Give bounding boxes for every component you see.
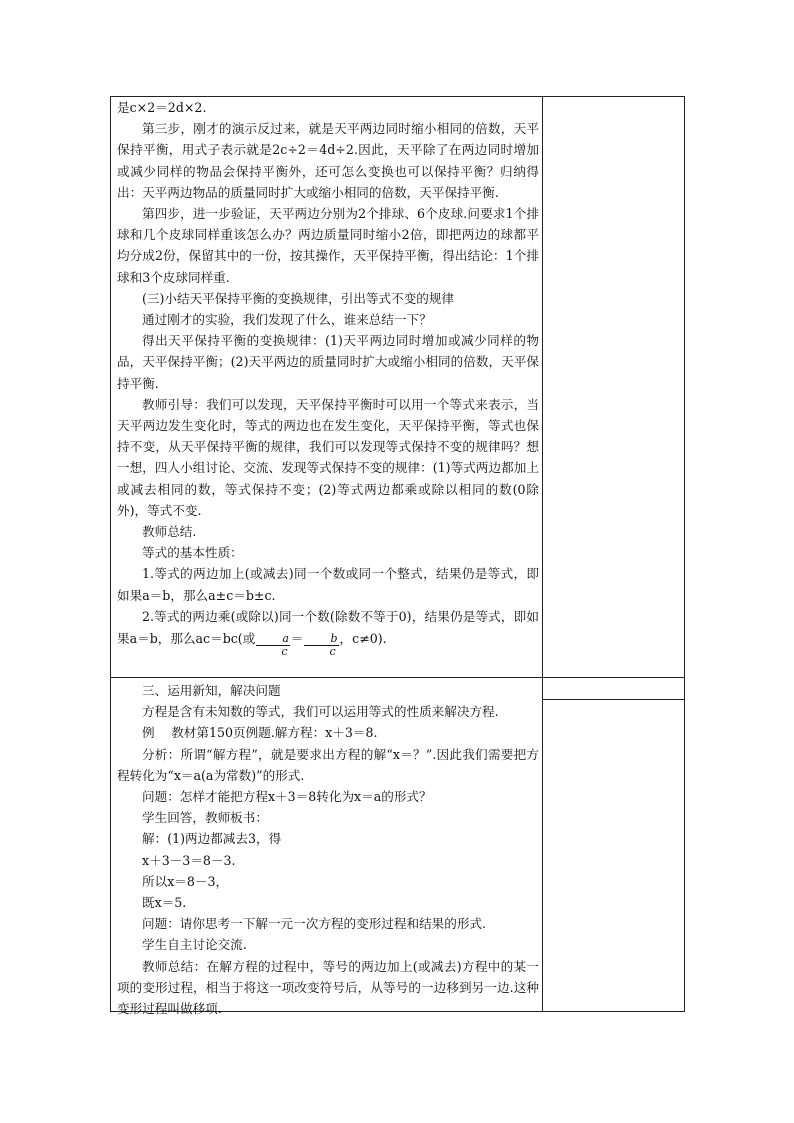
fraction (304, 633, 338, 658)
paragraph: 第四步，进一步验证，天平两边分别为2个排球、6个皮球.问要求1个排球和几个皮球同样重该怎么办？两边质量同时缩小2倍，即把两边的球都平均分成2份，保留其中的一份，按其操作，天平保持平衡，得出结论：1个排球和3个皮球同样重. (117, 206, 539, 285)
section-heading: 三、运用新知，解决问题 (142, 683, 281, 698)
right-cell-divider (542, 699, 684, 700)
paragraph: 问题：请你思考一下解一元一次方程的变形过程和结果的形式. (142, 916, 487, 932)
paragraph: 第三步，刚才的演示反过来，就是天平两边同时缩小相同的倍数，天平保持平衡，用式子表示就是2c÷2＝4d÷2.因此，天平除了在两边同时增加或减少同样的物品会保持平衡外，还可怎么变换也可以保持平衡？归纳得出：天平两边物品的质量同时扩大或缩小相同的倍数，天平保持平衡. (117, 121, 539, 200)
equals-sign: ＝ (290, 630, 304, 646)
equation: x＋3－3＝8－3. (142, 852, 236, 868)
paragraph (117, 606, 539, 658)
paragraph: 教师引导：我们可以发现，天平保持平衡时可以用一个等式来表示，当天平两边发生变化时，等式的两边也在发生变化，天平保持平衡，等式也保持不变，从天平保持平衡的规律，我们可以发现等式保持不变的规律吗？想一想，四人小组讨论、交流、发现等式保持不变的规律：(1)等式两边都加上或减去相同的数，等式保持不变；(2)等式两边都乘或除以相同的数(0除外)，等式不变. (117, 396, 539, 518)
content-cell-2 (117, 680, 539, 1019)
paragraph: 等式的基本性质： (142, 545, 243, 561)
paragraph: 教师总结：在解方程的过程中，等号的两边加上(或减去)方程中的某一项的变形过程，相当于将这一项改变符号后，从等号的一边移到另一边.这种变形过程叫做移项. (117, 958, 539, 1017)
paragraph: 1.等式的两边加上(或减去)同一个数或同一个整式，结果仍是等式，即如果a＝b，那么a±c＝b±c. (117, 566, 539, 603)
paragraph: 学生回答，教师板书： (142, 810, 268, 826)
fraction (256, 633, 290, 658)
fraction-denominator: c (329, 644, 336, 658)
paragraph: 解：(1)两边都减去3，得 (142, 831, 282, 847)
row-divider (111, 677, 684, 678)
paragraph: 是c×2＝2d×2. (117, 100, 207, 115)
fraction-denominator: c (281, 644, 288, 658)
fraction-numerator: b (304, 633, 338, 646)
paragraph: 得出天平保持平衡的变换规律：(1)天平两边同时增加或减少同样的物品，天平保持平衡；(2)天平两边的质量同时扩大或缩小相同的倍数，天平保持平衡. (117, 333, 539, 391)
paragraph: 方程是含有未知数的等式，我们可以运用等式的性质来解决方程. (142, 704, 499, 720)
column-divider (542, 97, 543, 1011)
paragraph: 分析：所谓“解方程”，就是要求出方程的解“x＝？”.因此我们需要把方程转化为“x＝a(a为常数)”的形式. (117, 746, 539, 783)
equation: 既x＝5. (142, 895, 187, 911)
equation: 所以x＝8－3， (142, 873, 229, 889)
text-run: 2.等式的两边乘(或除以)同一个数(除数不等于0)，结果仍是等式，即如果a＝b，那么ac＝bc(或 (117, 608, 539, 646)
paragraph: 问题：怎样才能把方程x＋3＝8转化为x＝a的形式？ (142, 789, 432, 805)
content-cell-1 (117, 97, 539, 658)
paragraph: 例 教材第150页例题.解方程：x＋3＝8. (142, 725, 378, 741)
paragraph: 教师总结. (142, 524, 197, 540)
text-run: ，c≠0). (339, 630, 387, 646)
lesson-table (110, 96, 685, 1017)
paragraph: 通过刚才的实验，我们发现了什么，谁来总结一下？ (142, 312, 432, 328)
fraction-numerator: a (256, 633, 290, 646)
subheading: (三)小结天平保持平衡的变换规律，引出等式不变的规律 (142, 290, 455, 306)
paragraph: 学生自主讨论交流. (142, 937, 247, 953)
